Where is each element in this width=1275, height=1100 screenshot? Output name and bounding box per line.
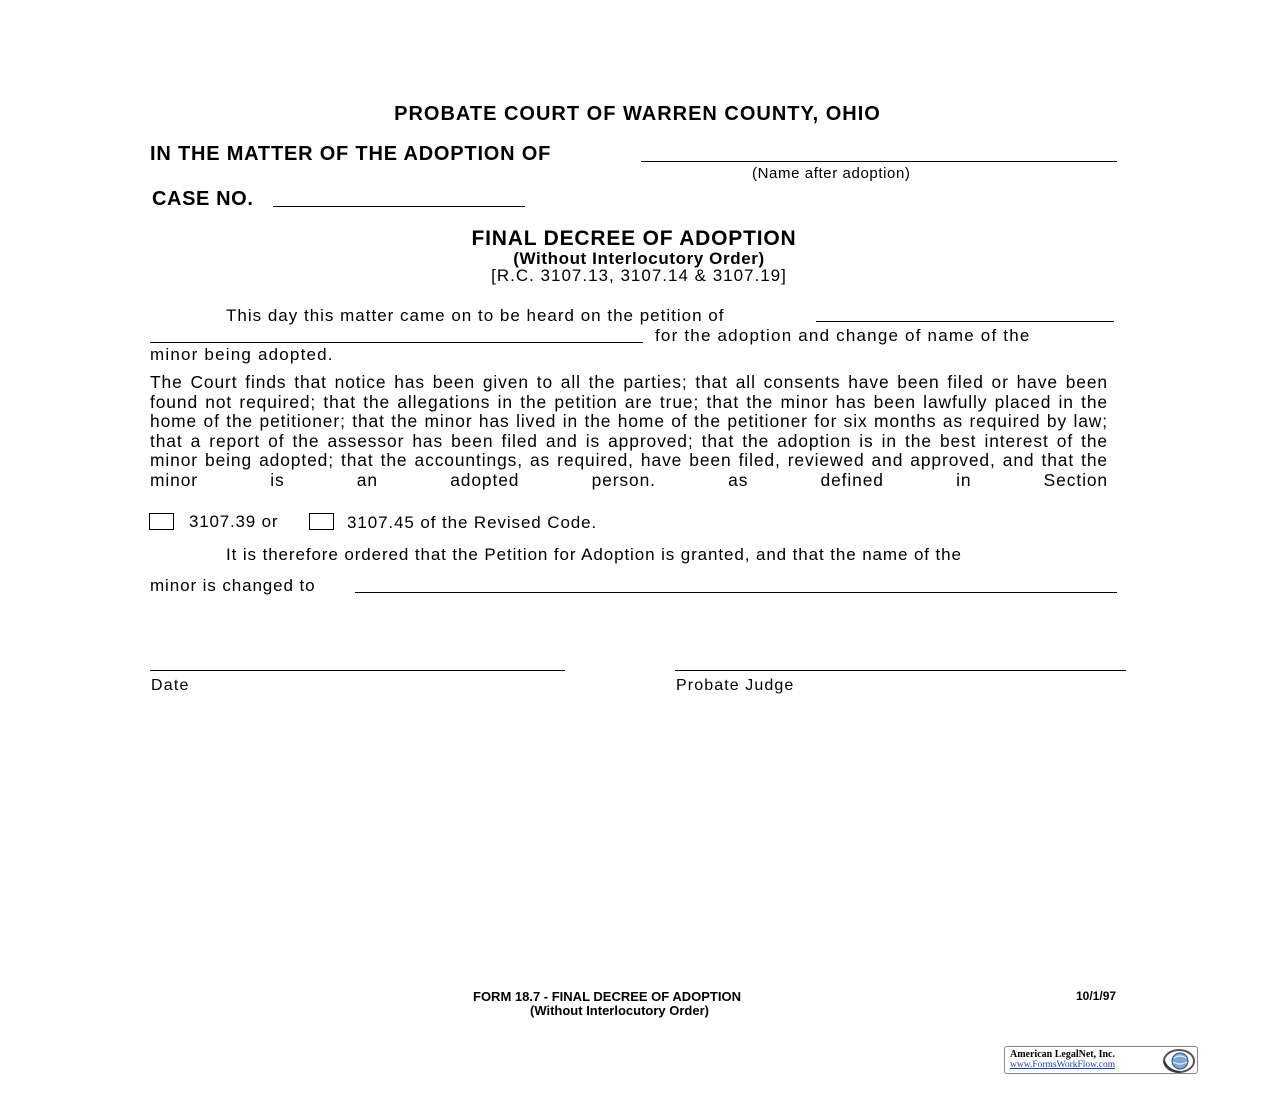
- case-number-field[interactable]: [273, 206, 525, 207]
- petitioner-name-field-continued[interactable]: [150, 342, 643, 343]
- form-revision-date: 10/1/97: [1076, 989, 1117, 1003]
- form-footer-subtitle: (Without Interlocutory Order): [530, 1003, 709, 1018]
- petitioner-name-field[interactable]: [816, 321, 1114, 322]
- section-3107-45-checkbox[interactable]: [309, 513, 334, 530]
- probate-judge-label: Probate Judge: [676, 677, 795, 694]
- court-findings-paragraph: The Court finds that notice has been given to all the parties; that all consents have been filed or have been found not required; that the allegations in the petition are true; that the minor has been lawfully placed in the home of the petitioner; that the minor has lived in the home of the petitioner for six months as required by law; that a report of the assessor has been filed and is approved; that the adoption is in the best interest of the minor being adopted; that the accountings, as required, have been filed, reviewed and approved, and that the minor is an adopted person. as defined in Section: [150, 372, 1108, 490]
- name-after-adoption-caption: (Name after adoption): [752, 165, 911, 182]
- document-subtitle: (Without Interlocutory Order): [513, 249, 765, 268]
- logo-company-name: American LegalNet, Inc.: [1010, 1049, 1115, 1060]
- new-name-field[interactable]: [355, 592, 1117, 593]
- form-footer-title: FORM 18.7 - FINAL DECREE OF ADOPTION: [473, 989, 741, 1004]
- globe-logo-icon: [1162, 1049, 1196, 1073]
- section-3107-39-label: 3107.39 or: [189, 512, 279, 531]
- adoptee-name-field[interactable]: [641, 161, 1117, 162]
- logo-url-link[interactable]: www.FormsWorkFlow.com: [1010, 1060, 1116, 1070]
- statute-reference: [R.C. 3107.13, 3107.14 & 3107.19]: [491, 266, 787, 285]
- order-granted-text: It is therefore ordered that the Petition for Adoption is granted, and that the name of the: [226, 545, 962, 564]
- court-title: PROBATE COURT OF WARREN COUNTY, OHIO: [394, 103, 881, 125]
- judge-signature-line[interactable]: [675, 670, 1126, 671]
- petition-intro-text: This day this matter came on to be heard on the petition of: [226, 306, 725, 325]
- document-title: FINAL DECREE OF ADOPTION: [471, 227, 797, 250]
- adoption-purpose-text: for the adoption and change of name of the: [655, 326, 1031, 345]
- section-3107-45-label: 3107.45 of the Revised Code.: [347, 513, 598, 532]
- case-number-label: CASE NO.: [152, 188, 254, 210]
- minor-adopted-text: minor being adopted.: [150, 345, 334, 364]
- name-changed-label: minor is changed to: [150, 576, 316, 595]
- adoption-matter-label: IN THE MATTER OF THE ADOPTION OF: [150, 143, 552, 165]
- date-signature-line[interactable]: [150, 670, 565, 671]
- section-3107-39-checkbox[interactable]: [149, 513, 174, 530]
- date-label: Date: [151, 677, 190, 694]
